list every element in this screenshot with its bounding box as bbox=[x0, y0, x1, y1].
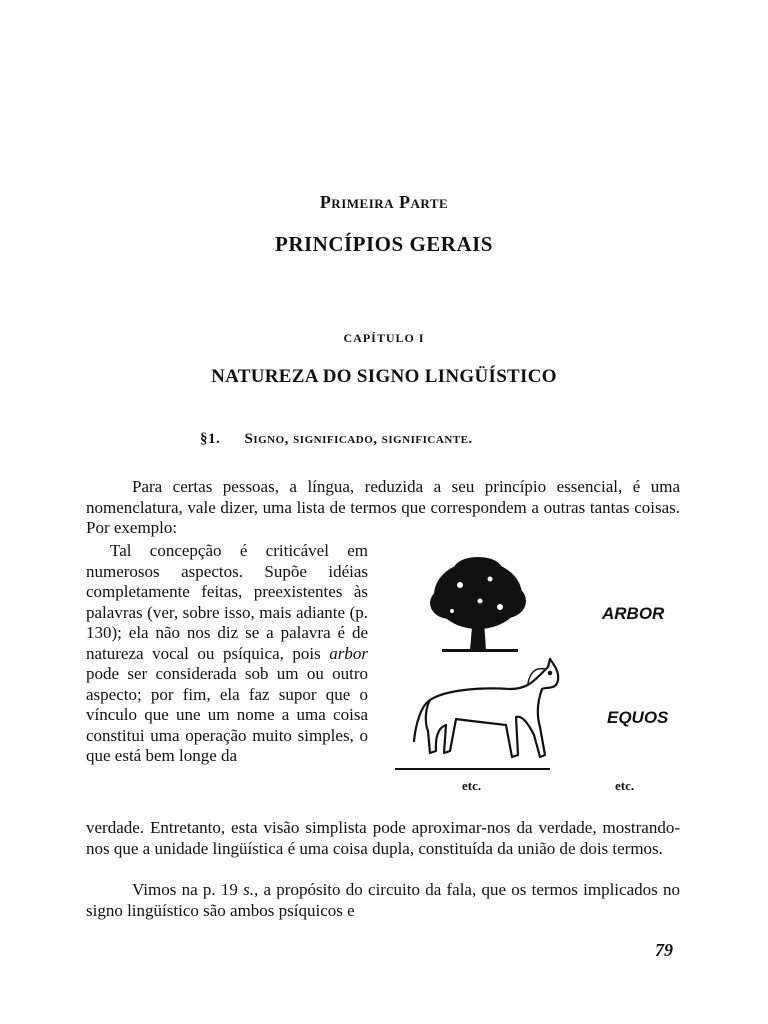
word-equos: EQUOS bbox=[607, 708, 669, 727]
part-label: Primeira Parte bbox=[319, 192, 449, 212]
section-number: §1. bbox=[200, 431, 221, 447]
part-title: PRINCÍPIOS GERAIS bbox=[275, 232, 493, 256]
chapter-title: NATUREZA DO SIGNO LINGÜÍSTICO bbox=[211, 366, 557, 387]
paragraph-1: Para certas pessoas, a língua, reduzida a seu princípio essencial, é uma nomenclatura, vale dizer, uma lista de termos que correspondem a outras tantas coisas. Por exemplo: bbox=[86, 477, 680, 537]
paragraph-2-text-b: pode ser considerada sob um ou outro aspecto; por fim, ela faz supor que o vínculo que une um nome a uma coisa constitui uma operação muito simples, o que está bem longe da bbox=[86, 664, 368, 765]
word-arbor: ARBOR bbox=[602, 604, 665, 623]
paragraph-2-text-a: Tal concepção é criticável em numerosos aspectos. Supõe idéias completamente feitas, preexistentes às palavras (ver, sobre isso, mais adiante (p. 130); ela não nos diz se a palavra é de natureza vocal ou psíquica, pois bbox=[86, 541, 368, 663]
paragraph-4-italic: s. bbox=[243, 880, 254, 899]
etc-left: etc. bbox=[462, 778, 482, 793]
section-title: Signo, significado, significante. bbox=[244, 431, 473, 447]
paragraph-2-italic: arbor bbox=[329, 643, 368, 663]
paragraph-2 bbox=[86, 541, 368, 767]
paragraph-3: verdade. Entretanto, esta visão simplista pode aproximar-nos da verdade, mostrando-nos que a unidade lingüística é uma coisa dupla, constituída da união de dois termos. bbox=[86, 818, 680, 858]
illustration-svg bbox=[390, 555, 690, 800]
ground-line bbox=[395, 768, 550, 770]
paragraph-4-text-b: , a propósito do circuito da fala, que os termos implicados no signo lingüístico são ambos psíquicos e bbox=[86, 880, 680, 920]
tree-icon bbox=[430, 557, 526, 652]
paragraph-4-text-a: Vimos na p. 19 bbox=[132, 880, 244, 899]
paragraph-4 bbox=[86, 880, 680, 921]
sign-illustration bbox=[390, 555, 690, 800]
section-heading bbox=[200, 431, 473, 448]
chapter-label: CAPÍTULO I bbox=[343, 331, 425, 345]
horse-icon bbox=[414, 659, 558, 757]
page-number: 79 bbox=[655, 940, 673, 960]
etc-right: etc. bbox=[615, 778, 635, 793]
